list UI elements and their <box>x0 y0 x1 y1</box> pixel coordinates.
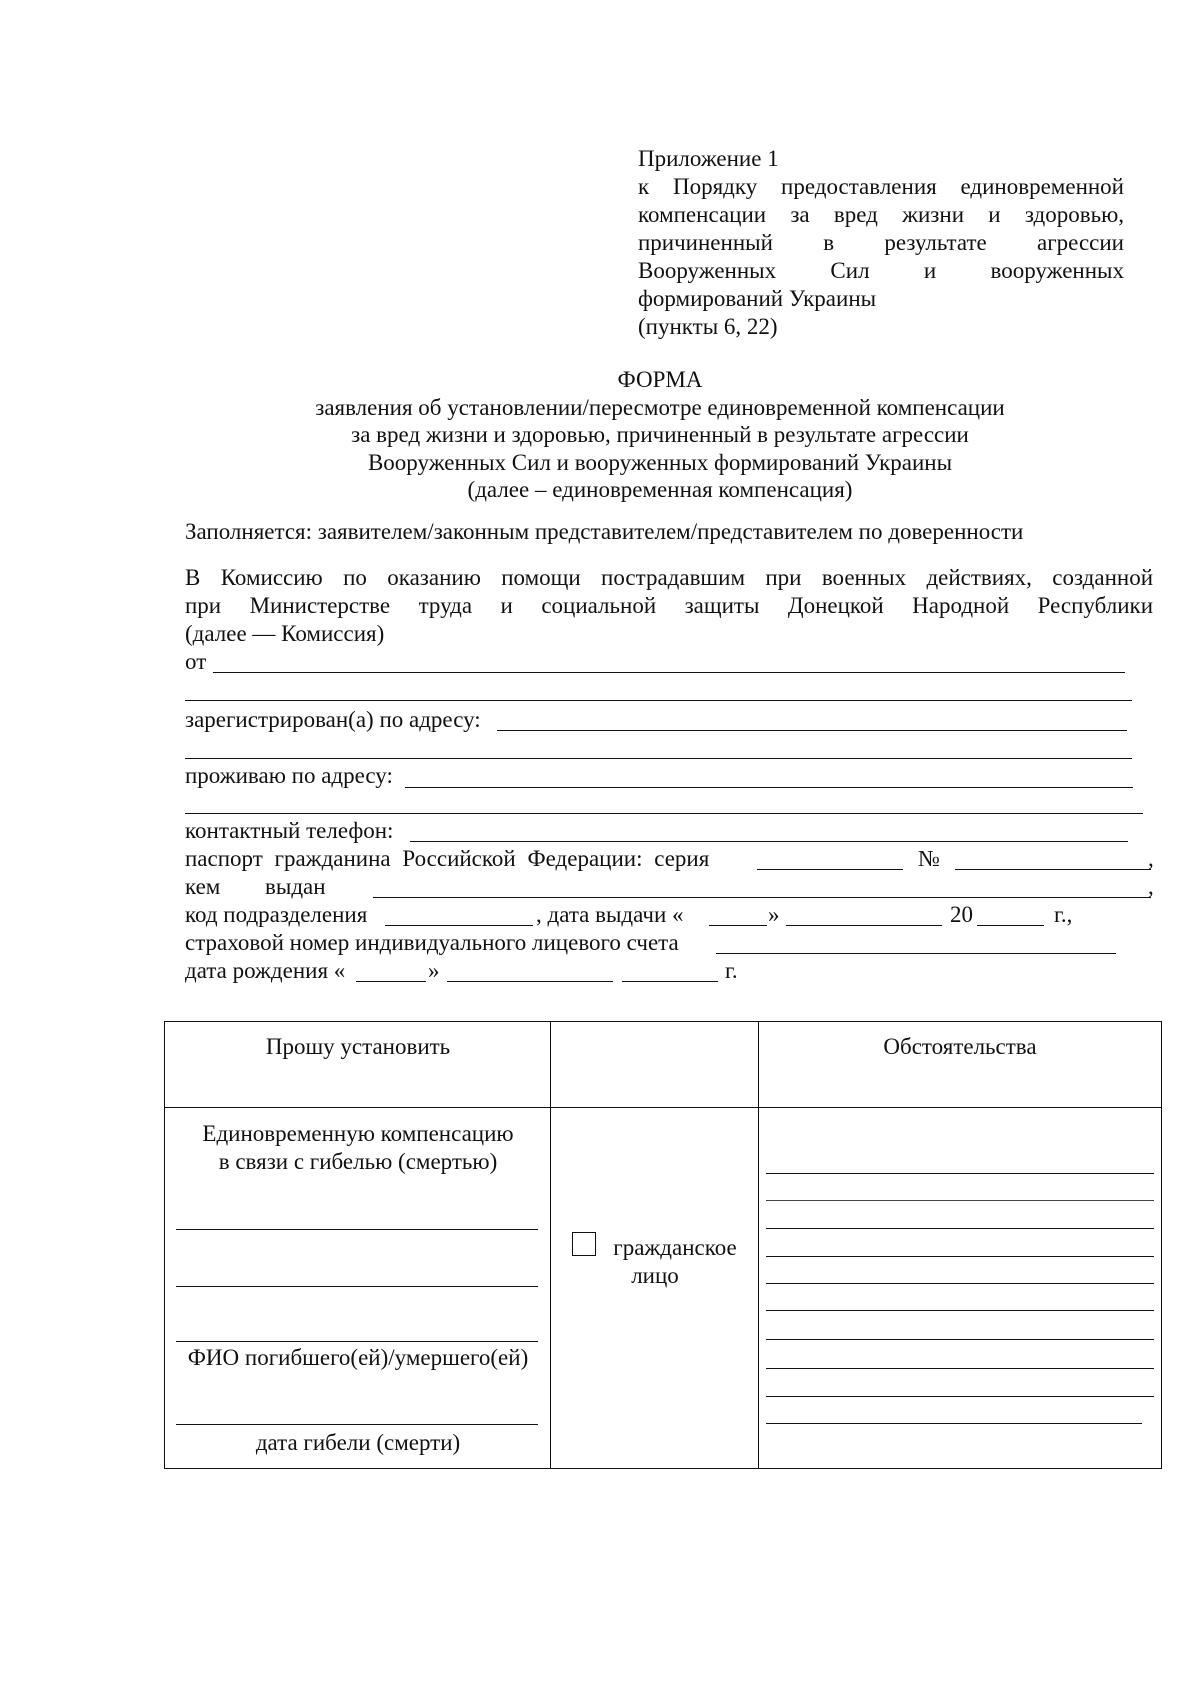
birth-year-suffix: г. <box>725 958 738 983</box>
addressee-block <box>185 564 1153 648</box>
registered-address-input-line-2[interactable] <box>185 758 1132 759</box>
issued-by-label-2: выдан <box>265 874 326 899</box>
compensation-death-line: Единовременную компенсацию <box>202 1121 514 1146</box>
birth-month-input-line[interactable] <box>447 981 613 982</box>
circumstances-input-line[interactable] <box>766 1368 1154 1369</box>
appendix-text-line: к Порядку предоставления единовременной <box>638 174 1124 199</box>
issue-day-input-line[interactable] <box>709 925 767 926</box>
passport-label: паспорт гражданина Российской Федерации: серия <box>185 846 710 871</box>
issued-by-input-line[interactable] <box>373 897 1151 898</box>
from-input-line-2[interactable] <box>185 700 1132 701</box>
issue-year-suffix: г., <box>1054 902 1073 927</box>
division-code-label: код подразделения <box>185 902 368 927</box>
form-title-line: Вооруженных Сил и вооруженных формирований Украины <box>367 449 953 475</box>
deceased-name-label: ФИО погибшего(ей)/умершего(ей) <box>187 1345 529 1370</box>
birth-date-label: дата рождения « <box>185 958 346 983</box>
form-title <box>180 366 1140 504</box>
death-date-label: дата гибели (смерти) <box>255 1430 461 1455</box>
issue-year-input-line[interactable] <box>977 925 1044 926</box>
death-date-input-line[interactable] <box>176 1424 538 1425</box>
table-divider <box>758 1021 759 1469</box>
birth-date-quote-close: » <box>428 958 440 983</box>
appendix-number: Приложение 1 <box>638 146 779 171</box>
appendix-text-line: формирований Украины <box>638 286 877 311</box>
header-request: Прошу установить <box>265 1034 451 1059</box>
form-title-line: заявления об установлении/пересмотре единовременной компенсации <box>315 394 1005 420</box>
birth-day-input-line[interactable] <box>356 981 426 982</box>
circumstances-input-line[interactable] <box>766 1396 1154 1397</box>
civilian-label: лицо <box>631 1263 679 1288</box>
appendix-block <box>638 145 1124 341</box>
circumstances-input-line[interactable] <box>766 1200 1154 1201</box>
passport-comma: , <box>1148 846 1154 871</box>
circumstances-input-line[interactable] <box>766 1228 1154 1229</box>
compensation-death-line: в связи с гибелью (смертью) <box>218 1149 498 1174</box>
division-code-input-line[interactable] <box>385 925 533 926</box>
snils-label: страховой номер индивидуального лицевого счета <box>185 930 679 955</box>
form-title-line: (далее – единовременная компенсация) <box>467 477 853 502</box>
circumstances-input-line[interactable] <box>766 1310 1154 1311</box>
appendix-points: (пункты 6, 22) <box>638 314 778 339</box>
form-title-line: за вред жизни и здоровью, причиненный в результате агрессии <box>351 422 969 447</box>
issue-date-label: , дата выдачи « <box>536 902 684 927</box>
circumstances-input-line[interactable] <box>766 1423 1142 1424</box>
deceased-input-line[interactable] <box>176 1286 538 1287</box>
addressee-line: при Министерстве труда и социальной защиты Донецкой Народной Республики <box>185 593 1153 618</box>
residence-address-input-line[interactable] <box>405 787 1133 788</box>
addressee-line: В Комиссию по оказанию помощи пострадавшим при военных действиях, созданной <box>185 565 1153 590</box>
issue-year-prefix: 20 <box>950 902 973 927</box>
snils-input-line[interactable] <box>716 953 1116 954</box>
deceased-name-input-line[interactable] <box>176 1341 538 1342</box>
residence-address-input-line-2[interactable] <box>185 813 1143 814</box>
passport-number-sign: № <box>918 846 940 871</box>
appendix-text-line: причиненный в результате агрессии <box>638 230 1124 255</box>
phone-label: контактный телефон: <box>185 818 394 843</box>
appendix-text-line: Вооруженных Сил и вооруженных <box>638 258 1124 283</box>
registered-address-input-line[interactable] <box>497 730 1127 731</box>
from-input-line[interactable] <box>213 672 1125 673</box>
civilian-checkbox[interactable] <box>572 1232 596 1256</box>
from-label: от <box>185 649 207 674</box>
circumstances-input-line[interactable] <box>766 1339 1154 1340</box>
deceased-input-line[interactable] <box>176 1229 538 1230</box>
filled-by-note: Заполняется: заявителем/законным представителем/представителем по доверенности <box>185 519 1024 544</box>
passport-series-input-line[interactable] <box>757 869 903 870</box>
phone-input-line[interactable] <box>410 841 1128 842</box>
appendix-text-line: компенсации за вред жизни и здоровью, <box>638 202 1124 227</box>
header-circumstances: Обстоятельства <box>883 1034 1037 1059</box>
passport-number-input-line[interactable] <box>955 869 1151 870</box>
form-heading: ФОРМА <box>617 367 703 392</box>
addressee-line: (далее — Комиссия) <box>185 621 385 646</box>
issued-by-comma: , <box>1148 874 1154 899</box>
table-divider <box>550 1021 551 1469</box>
table-header-divider <box>164 1107 1162 1108</box>
birth-year-input-line[interactable] <box>622 981 718 982</box>
civilian-label: гражданское <box>613 1235 737 1260</box>
circumstances-input-line[interactable] <box>766 1173 1154 1174</box>
issue-date-quote-close: » <box>768 902 780 927</box>
circumstances-input-line[interactable] <box>766 1256 1154 1257</box>
registered-address-label: зарегистрирован(а) по адресу: <box>185 707 481 732</box>
issued-by-label-1: кем <box>185 874 221 899</box>
circumstances-input-line[interactable] <box>766 1283 1154 1284</box>
residence-address-label: проживаю по адресу: <box>185 763 393 788</box>
issue-month-input-line[interactable] <box>786 925 942 926</box>
